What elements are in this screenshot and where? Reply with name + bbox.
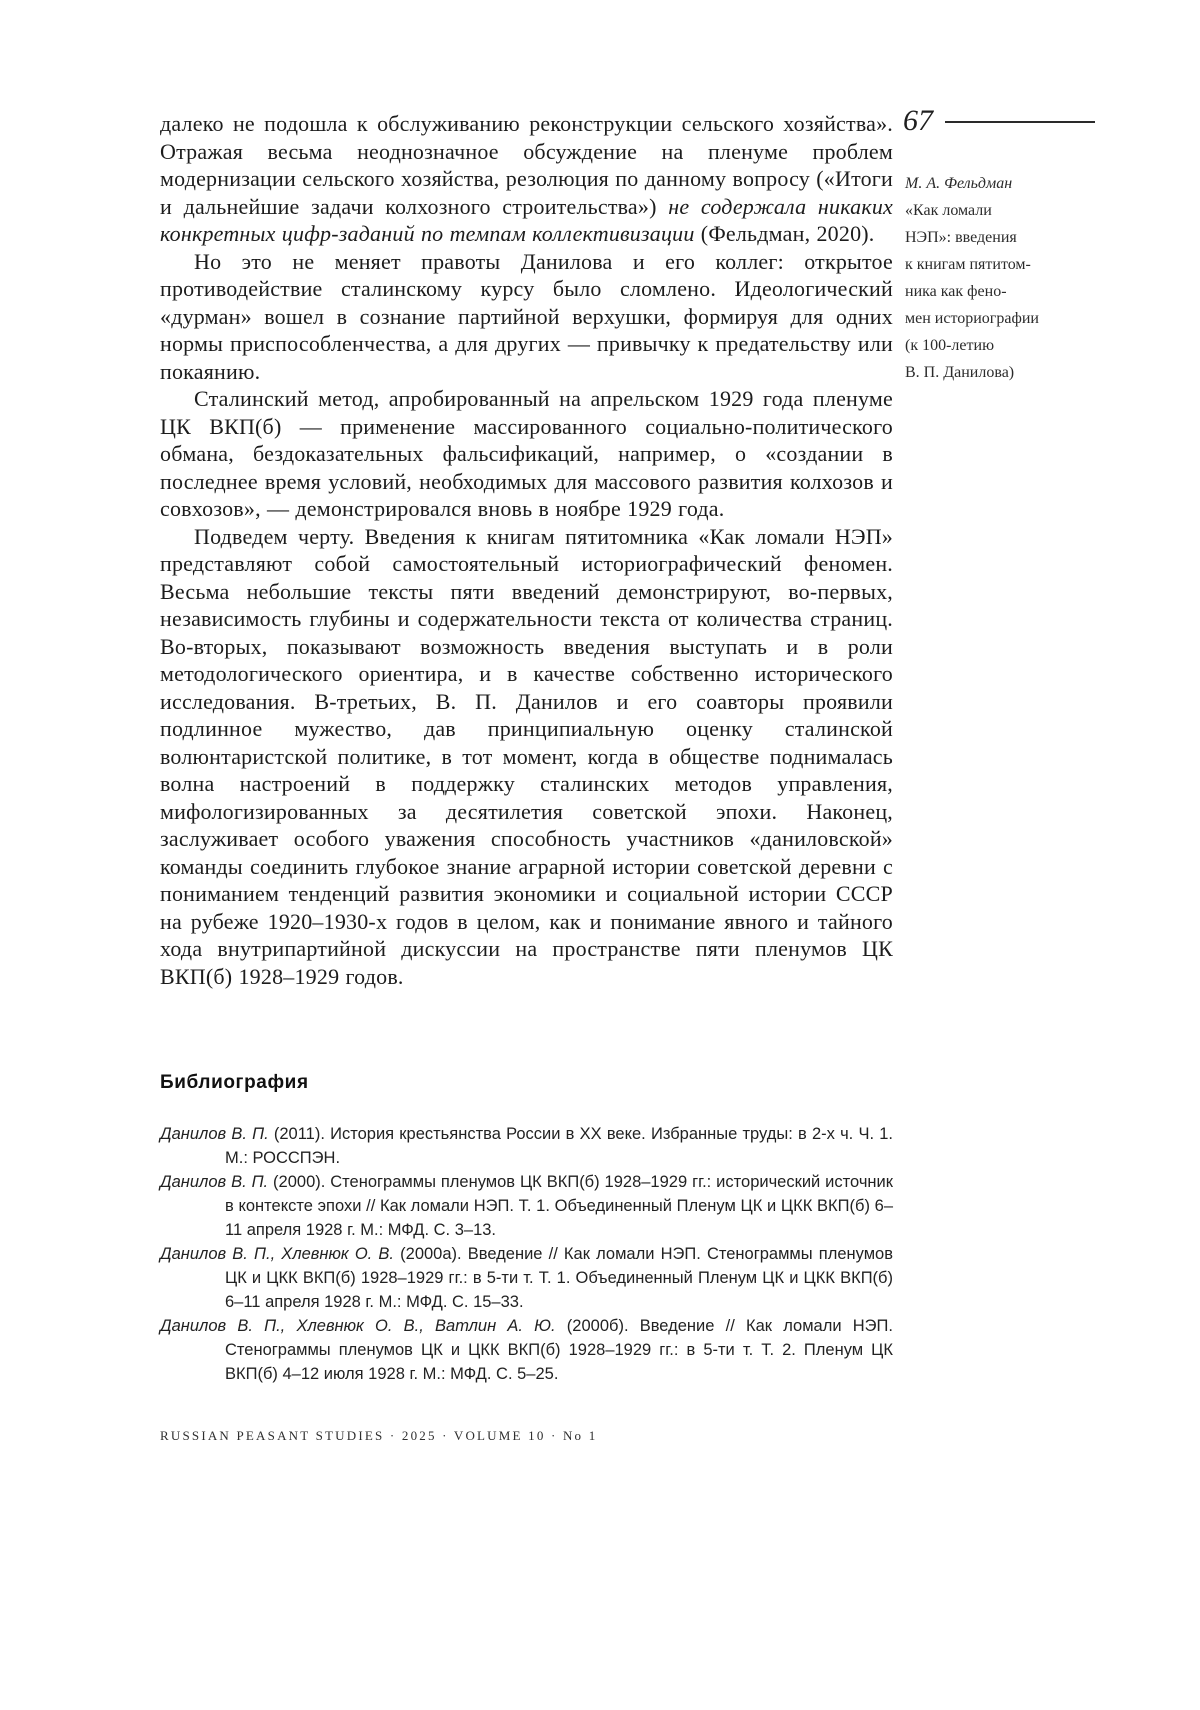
text-segment: (2011). История крестьянства России в XX веке. Избранные труды: в 2-х ч. Ч. 1. М.: РОССПЭН. <box>225 1125 893 1167</box>
text-segment: (2000а). Введение // Как ломали НЭП. Стенограммы пленумов ЦК и ЦКК ВКП(б) 1928–1929 гг.: в 5-ти т. Т. 1. Объединенный Пленум ЦК и ЦКК ВКП(б) 6–11 апреля 1928 г. М.: МФД. С. 15–33. <box>225 1245 893 1311</box>
page-number: 67 <box>903 104 933 137</box>
article-body <box>160 110 893 990</box>
journal-footer: RUSSIAN PEASANT STUDIES · 2025 · VOLUME 10 · No 1 <box>160 1428 598 1443</box>
sidebar-title-line: «Как ломали <box>905 202 992 219</box>
sidebar-title-line: В. П. Данилова) <box>905 364 1015 381</box>
article-sidebar <box>905 170 1105 386</box>
bibliography-entry <box>160 1122 893 1170</box>
bibliography-entry <box>160 1242 893 1314</box>
text-segment: Сталинский метод, апробированный на апрельском 1929 года пленуме ЦК ВКП(б) — применение массированного социально-политического обмана, бездоказательных фальсификаций, например, о «создании в последнее время условий, необходимых для массового развития колхозов и совхозов», — демонстрировался вновь в ноябре 1929 года. <box>160 386 893 521</box>
text-segment: Подведем черту. Введения к книгам пятитомника «Как ломали НЭП» представляют собой самостоятельный историографический феномен. Весьма небольшие тексты пяти введений демонстрируют, во-первых, независимость глубины и содержательности текста от количества страниц. Во-вторых, показывают возможность введения выступать и в роли методологического ориентира, и в качестве собственно исторического исследования. В-третьих, В. П. Данилов и его соавторы проявили подлинное мужество, дав принципиальную оценку сталинской волюнтаристской политике, в тот момент, когда в обществе поднималась волна настроений в поддержку сталинских методов управления, мифологизированных за десятилетия советской эпохи. Наконец, заслуживает особого уважения способность участников «даниловской» команды соединить глубокое знание аграрной истории советской деревни с пониманием тенденций развития экономики и социальной истории СССР на рубеже 1920–1930-х годов в целом, как и понимание явного и тайного хода внутрипартийной дискуссии на пространстве пяти пленумов ЦК ВКП(б) 1928–1929 годов. <box>160 523 893 989</box>
paragraph <box>160 385 893 523</box>
italic-text-segment: Данилов В. П. <box>160 1173 269 1191</box>
text-segment: (2000б). Введение // Как ломали НЭП. Стенограммы пленумов ЦК и ЦКК ВКП(б) 1928–1929 гг.: в 5-ти т. Т. 2. Пленум ЦК ВКП(б) 4–12 июля 1928 г. М.: МФД. С. 5–25. <box>225 1317 893 1383</box>
sidebar-title-line: к книгам пятитом- <box>905 256 1031 273</box>
text-segment: далеко не подошла к обслуживанию реконструкции сельского хозяйства». Отражая весьма неоднозначное обсуждение на пленуме проблем модернизации сельского хозяйства, резолюция по данному вопросу («Итоги и дальнейшие задачи колхозного строительства») <box>160 111 893 219</box>
text-segment: Но это не меняет правоты Данилова и его коллег: открытое противодействие сталинскому курсу было сломлено. Идеологический «дурман» вошел в сознание партийной верхушки, формируя для одних нормы приспособленчества, а для других — привычку к предательству или покаянию. <box>160 248 893 384</box>
bibliography-entry <box>160 1314 893 1386</box>
text-segment: (Фельдман, 2020). <box>694 221 875 246</box>
paragraph <box>160 110 893 248</box>
sidebar-author: М. А. Фельдман <box>905 175 1013 192</box>
sidebar-title-line: мен историографии <box>905 310 1039 327</box>
bibliography-heading: Библиография <box>160 1072 309 1093</box>
bibliography-entry <box>160 1170 893 1242</box>
paragraph <box>160 523 893 991</box>
sidebar-title-line: НЭП»: введения <box>905 229 1017 246</box>
header-rule <box>945 121 1095 123</box>
paragraph <box>160 248 893 386</box>
italic-text-segment: не содержала никаких конкретных цифр-заданий по темпам коллективизации <box>160 193 893 246</box>
sidebar-title-line: ника как фено- <box>905 283 1007 300</box>
italic-text-segment: Данилов В. П., Хлевнюк О. В. <box>160 1245 394 1263</box>
italic-text-segment: Данилов В. П., Хлевнюк О. В., Ватлин А. Ю. <box>160 1317 556 1335</box>
italic-text-segment: Данилов В. П. <box>160 1125 269 1143</box>
page-header <box>903 106 1095 136</box>
text-segment: (2000). Стенограммы пленумов ЦК ВКП(б) 1928–1929 гг.: исторический источник в контексте эпохи // Как ломали НЭП. Т. 1. Объединенный Пленум ЦК и ЦКК ВКП(б) 6–11 апреля 1928 г. М.: МФД. С. 3–13. <box>225 1173 893 1239</box>
bibliography-list <box>160 1122 893 1386</box>
sidebar-title <box>905 197 1105 386</box>
sidebar-title-line: (к 100-летию <box>905 337 995 354</box>
